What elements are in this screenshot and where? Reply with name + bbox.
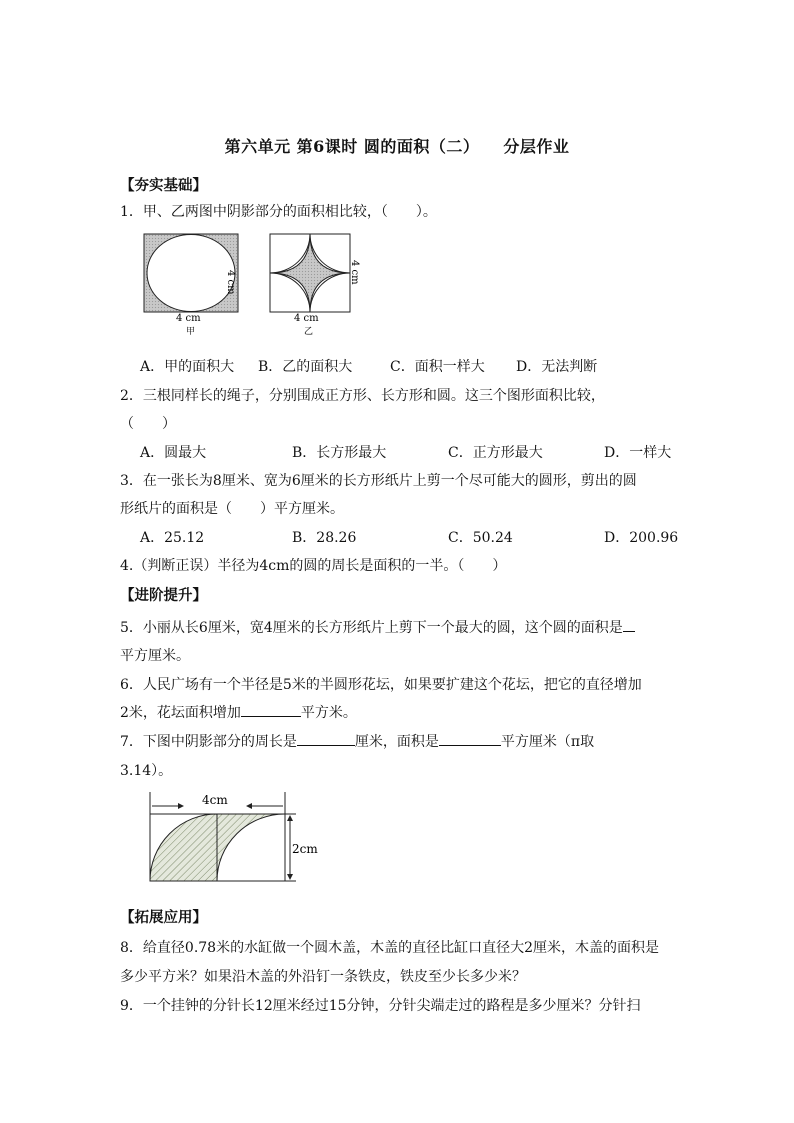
q7-right-label: 2cm — [292, 842, 318, 856]
q2-option-b[interactable]: B．长方形最大 — [292, 445, 387, 461]
q1-options — [140, 356, 680, 376]
q7-perimeter-blank[interactable] — [297, 731, 355, 746]
q3-option-b[interactable]: B．28.26 — [292, 530, 357, 546]
yi-name: 乙 — [304, 327, 314, 337]
q7-text-b: 厘米，面积是 — [354, 734, 439, 750]
q2-line1: 2．三根同样长的绳子，分别围成正方形、长方形和圆。这三个图形面积比较， — [120, 388, 605, 404]
q2-option-a[interactable]: A．圆最大 — [140, 445, 207, 461]
jia-side-label: 4 cm — [225, 270, 236, 295]
q7-line2: 3.14）。 — [120, 763, 173, 779]
q7-arrowhead-left — [178, 803, 184, 809]
q7-text-c: 平方厘米（π取 — [500, 734, 595, 750]
q1-figure-jia — [136, 228, 246, 340]
q4-line1: 4.（判断正误）半径为4cm的圆的周长是面积的一半。（ ） — [120, 558, 507, 574]
q3-option-a[interactable]: A．25.12 — [140, 530, 205, 546]
q7-rdim-arrow-down — [287, 874, 293, 880]
jia-circle — [147, 235, 235, 312]
q7-figure — [140, 790, 330, 890]
q1-option-a[interactable]: A．甲的面积大 — [140, 359, 235, 375]
q3-option-c[interactable]: C．50.24 — [448, 530, 513, 546]
q3-line2: 形纸片的面积是（ ）平方厘米。 — [120, 501, 344, 517]
jia-bottom-label: 4 cm — [176, 313, 201, 324]
jia-name: 甲 — [186, 327, 196, 337]
q3-option-d[interactable]: D．200.96 — [604, 530, 679, 546]
q6-line2 — [120, 702, 357, 722]
q8-line1: 8．给直径0.78米的水缸做一个圆木盖，木盖的直径比缸口直径大2厘米，木盖的面积是 — [120, 940, 659, 956]
q5-text: 5．小丽从长6厘米，宽4厘米的长方形纸片上剪下一个最大的圆，这个圆的面积是 — [120, 620, 623, 636]
q1-stem: 1．甲、乙两图中阴影部分的面积相比较，（ ）。 — [120, 204, 437, 220]
q2-options — [140, 442, 680, 462]
q2-line2: （ ） — [120, 416, 176, 432]
q6-line1: 6．人民广场有一个半径是5米的半圆形花坛，如果要扩建这个花坛，把它的直径增加 — [120, 677, 642, 693]
section-advanced: 【进阶提升】 — [120, 587, 207, 604]
title-sub: 分层作业 — [503, 137, 570, 156]
section-basic: 【夯实基础】 — [120, 177, 207, 194]
q7-line1 — [120, 731, 594, 751]
q1-option-d[interactable]: D．无法判断 — [516, 359, 598, 375]
page-title — [0, 134, 794, 157]
q7-area-blank[interactable] — [439, 731, 501, 746]
q7-rdim-arrow-up — [287, 815, 293, 821]
q7-text-a: 7．下图中阴影部分的周长是 — [120, 734, 297, 750]
q3-options — [140, 527, 680, 547]
q6-answer-blank[interactable] — [241, 702, 301, 717]
q7-arrowhead-right — [246, 803, 252, 809]
q2-option-c[interactable]: C．正方形最大 — [448, 445, 543, 461]
q5-line1 — [120, 617, 635, 637]
q7-top-label: 4cm — [202, 793, 228, 807]
q1-option-c[interactable]: C．面积一样大 — [390, 359, 485, 375]
q8-line2: 多少平方米？如果沿木盖的外沿钉一条铁皮，铁皮至少长多少米？ — [120, 969, 526, 985]
yi-side-label: 4 cm — [349, 260, 360, 285]
section-extend: 【拓展应用】 — [120, 909, 207, 926]
yi-bottom-label: 4 cm — [294, 313, 319, 324]
q2-option-d[interactable]: D．一样大 — [604, 445, 672, 461]
q5-line2: 平方厘米。 — [120, 648, 190, 664]
q5-answer-blank[interactable] — [623, 617, 635, 632]
q6-text-b: 平方米。 — [300, 705, 357, 721]
q3-line1: 3．在一张长为8厘米、宽为6厘米的长方形纸片上剪一个尽可能大的圆形，剪出的圆 — [120, 473, 637, 489]
title-main: 第六单元 第6课时 圆的面积（二） — [224, 137, 480, 156]
q1-figure-yi — [262, 228, 372, 340]
q9-line1: 9．一个挂钟的分针长12厘米经过15分钟，分针尖端走过的路程是多少厘米？分针扫 — [120, 998, 641, 1014]
q1-option-b[interactable]: B．乙的面积大 — [258, 359, 353, 375]
q6-text-a: 2米，花坛面积增加 — [120, 705, 241, 721]
